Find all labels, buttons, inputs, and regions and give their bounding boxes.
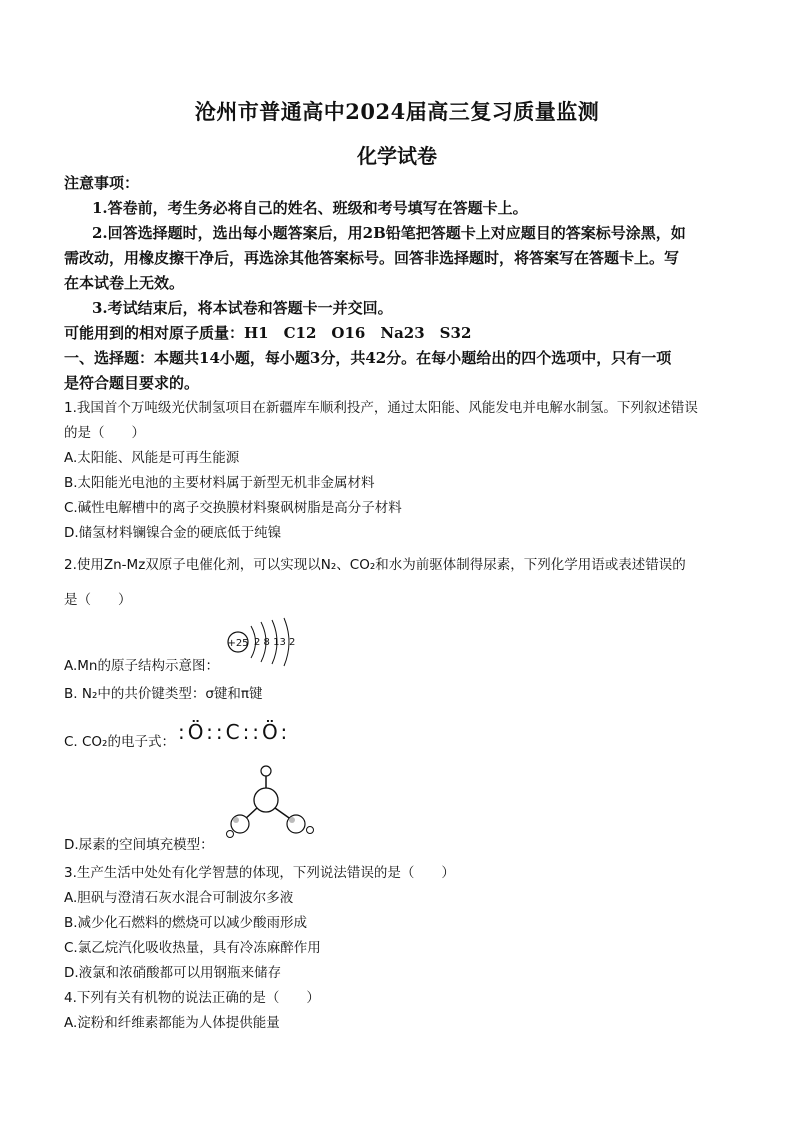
notice-heading: 注意事项： — [64, 174, 140, 192]
q2-option-b: B. N₂中的共价键类型：σ键和π键 — [64, 686, 263, 702]
nucleus-charge: +25 — [227, 638, 249, 649]
q4-stem: 4.下列有关有机物的说法正确的是（ ） — [64, 990, 320, 1006]
q1-stem-line-2: 的是（ ） — [64, 425, 145, 441]
co2-electron-formula — [178, 720, 290, 744]
q3-stem: 3.生产生活中处处有化学智慧的体现，下列说法错误的是（ ） — [64, 865, 455, 881]
q1-option-c: C.碱性电解槽中的离子交换膜材料聚砜树脂是高分子材料 — [64, 500, 402, 516]
notice-item-2-line-2: 需改动，用橡皮擦干净后，再选涂其他答案标号。回答非选择题时，将答案写在答题卡上。写 — [64, 249, 680, 267]
q1-stem-line-1: 1.我国首个万吨级光伏制氢项目在新疆库车顺利投产，通过太阳能、风能发电并电解水制氢。下列叙述错误 — [64, 400, 698, 416]
q2-option-a: A.Mn的原子结构示意图： — [64, 658, 219, 674]
q3-option-a: A.胆矾与澄清石灰水混合可制波尔多液 — [64, 890, 294, 906]
notice-item-2-line-3: 在本试卷上无效。 — [64, 274, 185, 292]
q1-option-d: D.储氢材料镧镍合金的硬底低于纯镍 — [64, 525, 282, 541]
section-heading-line-1: 一、选择题：本题共14小题，每小题3分，共42分。在每小题给出的四个选项中，只有一项 — [64, 349, 672, 367]
q3-option-d: D.液氯和浓硝酸都可以用钢瓶来储存 — [64, 965, 282, 981]
electron-shells: 2 8 13 2 — [254, 637, 296, 648]
q1-option-a: A.太阳能、风能是可再生能源 — [64, 450, 240, 466]
q3-option-b: B.减少化石燃料的燃烧可以减少酸雨形成 — [64, 915, 308, 931]
co2-formula-text: :Ö::C::Ö: — [178, 720, 291, 744]
section-heading-line-2: 是符合题目要求的。 — [64, 374, 200, 392]
q4-option-a: A.淀粉和纤维素都能为人体提供能量 — [64, 1015, 280, 1031]
notice-item-2-line-1: 2.回答选择题时，选出每小题答案后，用2B铅笔把答题卡上对应题目的答案标号涂黑，如 — [92, 224, 686, 242]
notice-item-3: 3.考试结束后，将本试卷和答题卡一并交回。 — [92, 299, 393, 317]
q2-stem-line-1: 2.使用Zn-Mz双原子电催化剂，可以实现以N₂、CO₂和水为前驱体制得尿素，下列化学用语或表述错误的 — [64, 557, 686, 573]
notice-item-1: 1.答卷前，考生务必将自己的姓名、班级和考号填写在答题卡上。 — [92, 199, 528, 217]
page-title: 沧州市普通高中2024届高三复习质量监测 — [194, 99, 600, 124]
q2-option-c: C. CO₂的电子式： — [64, 734, 175, 750]
page-subtitle: 化学试卷 — [357, 144, 437, 168]
q3-option-c: C.氯乙烷汽化吸收热量，具有冷冻麻醉作用 — [64, 940, 321, 956]
q2-option-d: D.尿素的空间填充模型： — [64, 837, 214, 853]
q1-option-b: B.太阳能光电池的主要材料属于新型无机非金属材料 — [64, 475, 375, 491]
q2-stem-line-2: 是（ ） — [64, 592, 132, 608]
atomic-mass-line: 可能用到的相对原子质量：H1 C12 O16 Na23 S32 — [64, 324, 472, 342]
urea-space-filling-model — [222, 764, 322, 840]
